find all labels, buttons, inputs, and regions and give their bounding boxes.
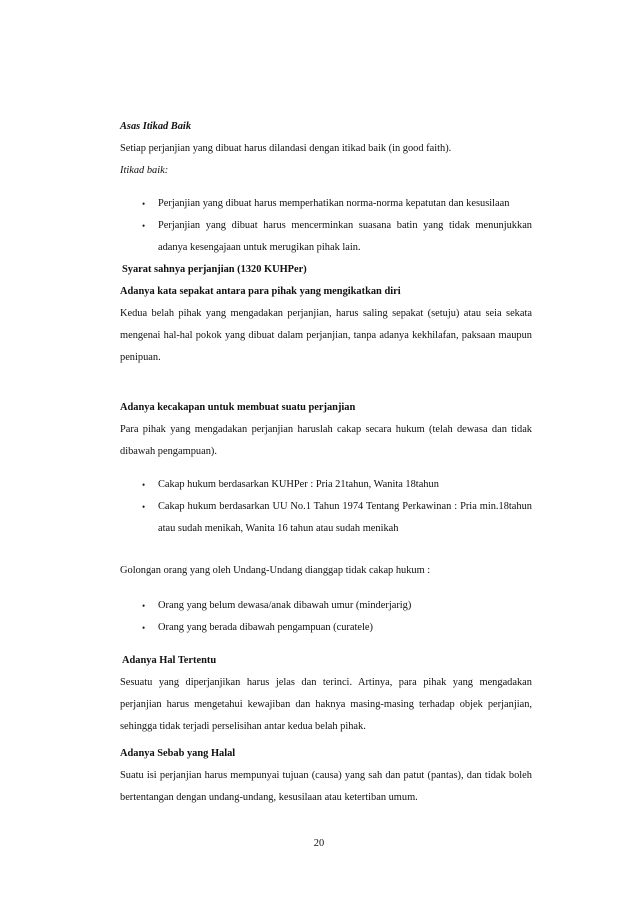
list-item bbox=[120, 617, 532, 639]
section-heading: Adanya kecakapan untuk membuat suatu perjanjian bbox=[120, 402, 356, 413]
paragraph-line: perjanjian harus mengetahui kewajiban dan haknya masing-masing terhadap objek perjanjian, bbox=[120, 699, 532, 710]
section-itikad-baik bbox=[120, 116, 532, 259]
bullet-icon: • bbox=[142, 623, 146, 633]
list-item bbox=[120, 193, 532, 215]
paragraph-line: dibawah pengampuan). bbox=[120, 446, 217, 457]
bullet-icon: • bbox=[142, 221, 146, 231]
list-item-text: atau sudah menikah, Wanita 16 tahun atau sudah menikah bbox=[158, 523, 399, 534]
page-number: 20 bbox=[313, 838, 325, 849]
bullet-icon: • bbox=[142, 480, 146, 490]
paragraph-line: Golongan orang yang oleh Undang-Undang dianggap tidak cakap hukum : bbox=[120, 565, 431, 576]
section-golongan bbox=[120, 560, 532, 639]
paragraph-line: sehingga tidak terjadi perselisihan antar kedua belah pihak. bbox=[120, 721, 366, 732]
bullet-list bbox=[120, 474, 532, 540]
paragraph-line: bertentangan dengan undang-undang, kesusilaan atau ketertiban umum. bbox=[120, 792, 418, 803]
list-item-text: Cakap hukum berdasarkan UU No.1 Tahun 1974 Tentang Perkawinan : Pria min.18tahun bbox=[158, 501, 532, 512]
list-item-text: Orang yang belum dewasa/anak dibawah umur (minderjarig) bbox=[158, 600, 412, 611]
paragraph-line: Para pihak yang mengadakan perjanjian haruslah cakap secara hukum (telah dewasa dan tidak bbox=[120, 424, 532, 435]
section-kecakapan bbox=[120, 397, 532, 540]
list-item-text: Orang yang berada dibawah pengampuan (curatele) bbox=[158, 622, 373, 633]
paragraph-line: Itikad baik: bbox=[120, 165, 169, 176]
section-hal-tertentu bbox=[120, 650, 532, 738]
list-item-text: Cakap hukum berdasarkan KUHPer : Pria 21tahun, Wanita 18tahun bbox=[158, 479, 439, 490]
section-syarat-sah bbox=[120, 259, 532, 369]
bullet-icon: • bbox=[142, 601, 146, 611]
list-item bbox=[120, 595, 532, 617]
list-item-text: Perjanjian yang dibuat harus memperhatikan norma-norma kepatutan dan kesusilaan bbox=[158, 198, 510, 209]
bullet-icon: • bbox=[142, 199, 146, 209]
paragraph-line: Suatu isi perjanjian harus mempunyai tujuan (causa) yang sah dan patut (pantas), dan tidak boleh bbox=[120, 770, 532, 781]
section-subheading: Adanya kata sepakat antara para pihak yang mengikatkan diri bbox=[120, 286, 401, 297]
list-item bbox=[120, 474, 532, 496]
bullet-list bbox=[120, 193, 532, 259]
section-heading: Syarat sahnya perjanjian (1320 KUHPer) bbox=[122, 264, 307, 275]
bullet-list bbox=[120, 595, 532, 639]
list-item-text: adanya kesengajaan untuk merugikan pihak lain. bbox=[158, 242, 361, 253]
section-sebab-halal bbox=[120, 743, 532, 809]
section-heading: Asas Itikad Baik bbox=[120, 121, 192, 132]
paragraph-line: penipuan. bbox=[120, 352, 161, 363]
section-heading: Adanya Sebab yang Halal bbox=[120, 748, 236, 759]
paragraph-line: Sesuatu yang diperjanjikan harus jelas dan terinci. Artinya, para pihak yang mengadakan bbox=[120, 677, 532, 688]
paragraph-line: Setiap perjanjian yang dibuat harus dilandasi dengan itikad baik (in good faith). bbox=[120, 143, 452, 154]
section-heading: Adanya Hal Tertentu bbox=[122, 655, 217, 666]
paragraph-line: mengenai hal-hal pokok yang dibuat dalam perjanjian, tanpa adanya kekhilafan, paksaan maupun bbox=[120, 330, 532, 341]
list-item bbox=[120, 496, 532, 540]
bullet-icon: • bbox=[142, 502, 146, 512]
list-item bbox=[120, 215, 532, 259]
paragraph-line: Kedua belah pihak yang mengadakan perjanjian, harus saling sepakat (setuju) atau seia sekata bbox=[120, 308, 532, 319]
list-item-text: Perjanjian yang dibuat harus mencerminkan suasana batin yang tidak menunjukkan bbox=[158, 220, 532, 231]
